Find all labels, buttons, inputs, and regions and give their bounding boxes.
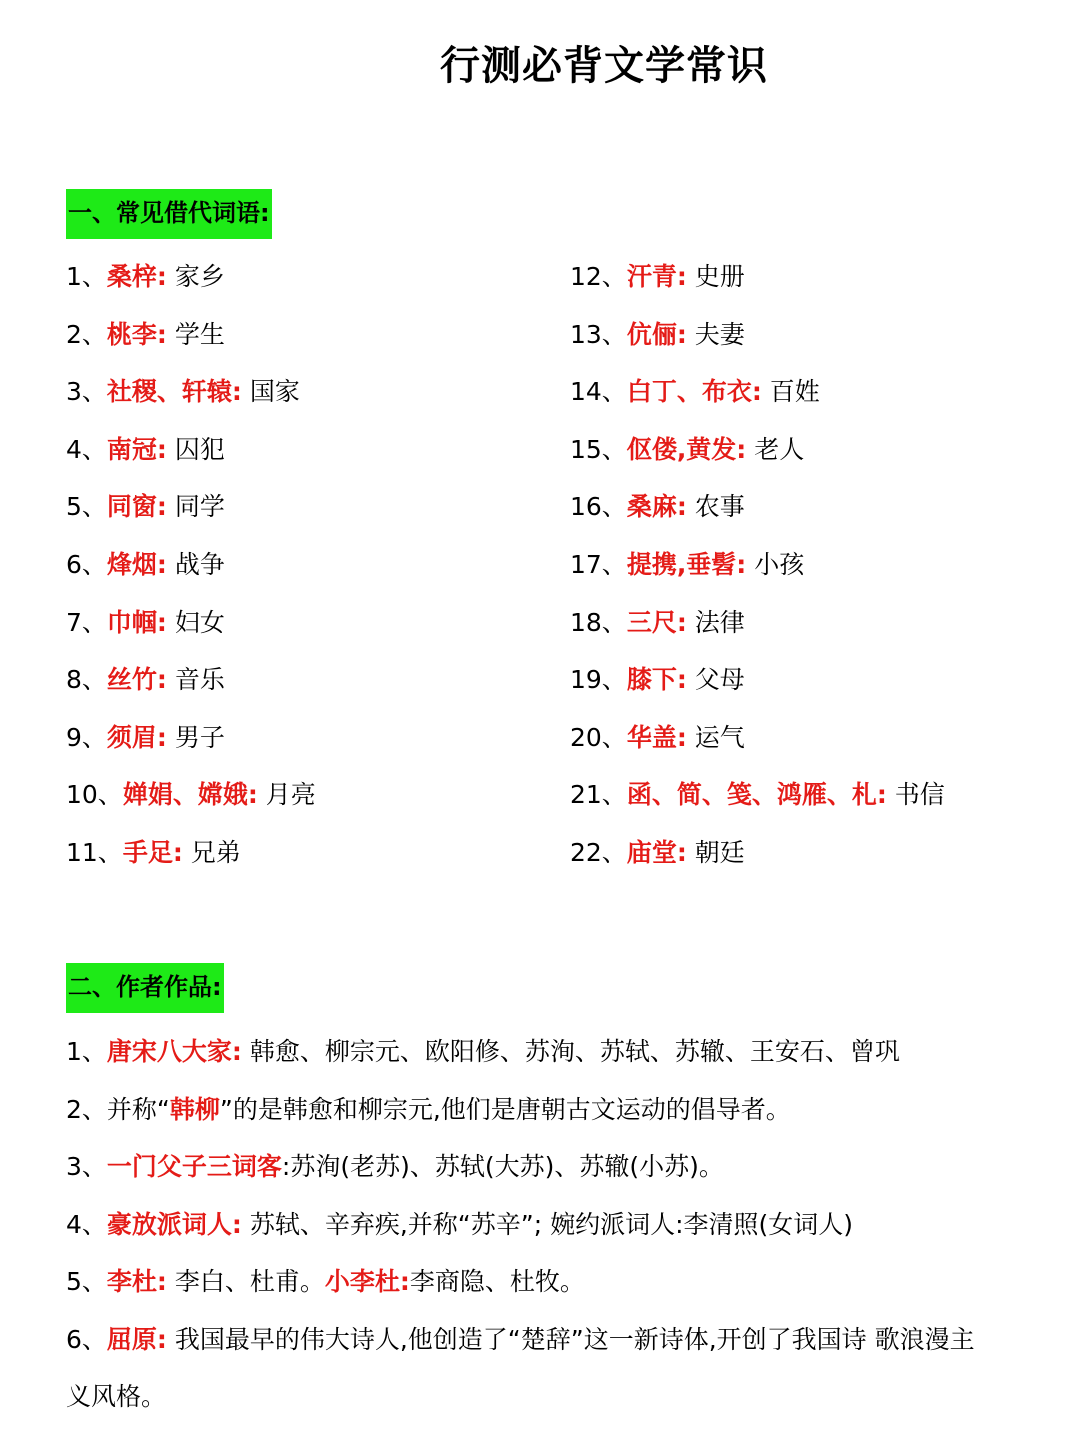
item-term: 烽烟: [106, 549, 167, 579]
item-meaning: 农事 [694, 492, 745, 522]
item-meaning: 书信 [894, 780, 945, 810]
item-number: 9、 [66, 722, 107, 752]
item-number: 14、 [570, 377, 627, 407]
item-term: 华盖: [626, 722, 687, 752]
list-item [570, 655, 1070, 713]
item-term: 同窗: [106, 492, 167, 522]
item-term: 南冠: [106, 434, 167, 464]
item-meaning: 兄弟 [190, 837, 241, 867]
item-number: 15、 [570, 434, 627, 464]
list-item [570, 252, 1070, 310]
item-number: 19、 [570, 665, 627, 695]
list-item [570, 540, 1070, 598]
item-number: 6、 [66, 549, 107, 579]
list-item [66, 540, 546, 598]
list-item [66, 1027, 1056, 1085]
item-text: 我国最早的伟大诗人,他创造了“楚辞”这一新诗体,开创了我国诗 歌浪漫主 [166, 1324, 975, 1354]
item-number: 1、 [66, 262, 107, 291]
item-text: 韩愈、柳宗元、欧阳修、苏洵、苏轼、苏辙、王安石、曾巩 [241, 1037, 900, 1066]
item-number: 2、 [66, 1094, 107, 1124]
item-term: 手足: [122, 837, 183, 867]
item-meaning: 月亮 [265, 780, 316, 810]
item-number: 5、 [66, 492, 107, 522]
item-term: 提携,垂髫: [626, 549, 747, 579]
list-item [66, 1257, 1056, 1315]
list-item [570, 367, 1070, 425]
item-meaning: 运气 [694, 722, 745, 752]
item-text: 李白、杜甫。 [166, 1267, 325, 1296]
item-number: 4、 [66, 434, 107, 464]
item-meaning: 百姓 [769, 377, 820, 407]
item-term: 屈原: [106, 1324, 167, 1354]
item-number: 21、 [570, 780, 627, 810]
item-term: 伛偻,黄发: [626, 434, 747, 464]
item-number: 13、 [570, 319, 627, 349]
metonymy-list-right [570, 252, 1070, 886]
item-term-secondary: 小李杜: [324, 1267, 410, 1296]
item-meaning: 老人 [754, 434, 805, 464]
list-item [66, 482, 546, 540]
item-term: 一门父子三词客 [106, 1152, 282, 1181]
item-term: 桑麻: [626, 492, 687, 522]
item-meaning: 小孩 [754, 549, 805, 579]
list-item [66, 310, 546, 368]
item-meaning: 囚犯 [174, 434, 225, 464]
item-number: 12、 [570, 262, 627, 291]
item-meaning: 法律 [694, 607, 745, 637]
item-number: 6、 [66, 1324, 107, 1354]
item-term: 白丁、布衣: [626, 377, 762, 407]
item-number: 8、 [66, 665, 107, 695]
item-term: 汗青: [626, 262, 687, 291]
item-term: 桃李: [106, 319, 167, 349]
item-meaning: 男子 [174, 722, 225, 752]
item-term: 桑梓: [106, 262, 167, 291]
list-item [570, 425, 1070, 483]
list-item [570, 770, 1070, 828]
item-meaning: 朝廷 [694, 837, 745, 867]
item-text: 苏轼、辛弃疾,并称“苏辛”; 婉约派词人:李清照(女词人) [241, 1209, 854, 1239]
item-number: 2、 [66, 319, 107, 349]
item-term: 三尺: [626, 607, 687, 637]
section-header-authors-works: 二、作者作品: [66, 963, 224, 1013]
list-item [66, 367, 546, 425]
item-meaning: 夫妻 [694, 319, 745, 349]
item-meaning: 同学 [174, 492, 225, 522]
item-text-before: 并称“ [106, 1094, 170, 1124]
item-number: 4、 [66, 1209, 107, 1239]
item-term: 巾帼: [106, 607, 167, 637]
item-term: 膝下: [626, 665, 687, 695]
item-number: 5、 [66, 1267, 107, 1296]
list-item [66, 425, 546, 483]
item-term: 韩柳 [169, 1094, 220, 1124]
item-term: 李杜: [106, 1267, 167, 1296]
item-number: 17、 [570, 549, 627, 579]
item-term: 函、简、笺、鸿雁、札: [626, 780, 887, 810]
item-meaning: 妇女 [174, 607, 225, 637]
item-meaning: 国家 [249, 377, 300, 407]
item-meaning: 父母 [694, 665, 745, 695]
item-number: 18、 [570, 607, 627, 637]
item-number: 16、 [570, 492, 627, 522]
metonymy-list-left [66, 252, 546, 886]
list-item [66, 770, 546, 828]
item-meaning: 家乡 [174, 262, 225, 291]
item-term: 唐宋八大家: [106, 1037, 242, 1066]
item-number: 1、 [66, 1037, 107, 1066]
list-item [570, 828, 1070, 886]
item-meaning: 学生 [174, 319, 225, 349]
item-number: 11、 [66, 837, 123, 867]
list-item [66, 1085, 1056, 1143]
item-number: 7、 [66, 607, 107, 637]
item-meaning: 史册 [694, 262, 745, 291]
item-term: 丝竹: [106, 665, 167, 695]
list-item [66, 252, 546, 310]
page-title: 行测必背文学常识 [440, 43, 768, 89]
item-term: 豪放派词人: [106, 1209, 242, 1239]
item-number: 10、 [66, 780, 123, 810]
list-item [66, 598, 546, 656]
item-meaning: 音乐 [174, 665, 225, 695]
list-item [66, 713, 546, 771]
item-term: 须眉: [106, 722, 167, 752]
section-header-metonymy: 一、常见借代词语: [66, 189, 272, 239]
item-term: 庙堂: [626, 837, 687, 867]
list-item [66, 1200, 1056, 1258]
item-number: 20、 [570, 722, 627, 752]
list-item [66, 828, 546, 886]
list-item [570, 598, 1070, 656]
list-item [570, 482, 1070, 540]
item-number: 3、 [66, 377, 107, 407]
item-term: 婵娟、嫦娥: [122, 780, 258, 810]
item-meaning: 战争 [174, 549, 225, 579]
item-number: 22、 [570, 837, 627, 867]
list-item [66, 1315, 1056, 1373]
item-number: 3、 [66, 1152, 107, 1181]
item-term: 伉俪: [626, 319, 687, 349]
list-item [66, 655, 546, 713]
list-item [570, 310, 1070, 368]
item-text: ”的是韩愈和柳宗元,他们是唐朝古文运动的倡导者。 [219, 1094, 791, 1124]
item-text: :苏洵(老苏)、苏轼(大苏)、苏辙(小苏)。 [281, 1152, 724, 1181]
item-term: 社稷、轩辕: [106, 377, 242, 407]
list-item [66, 1142, 1056, 1200]
authors-works-list [66, 1027, 1056, 1430]
item-text-after: 李商隐、杜牧。 [409, 1267, 585, 1296]
list-item [570, 713, 1070, 771]
list-item-continuation: 义风格。 [66, 1382, 167, 1411]
